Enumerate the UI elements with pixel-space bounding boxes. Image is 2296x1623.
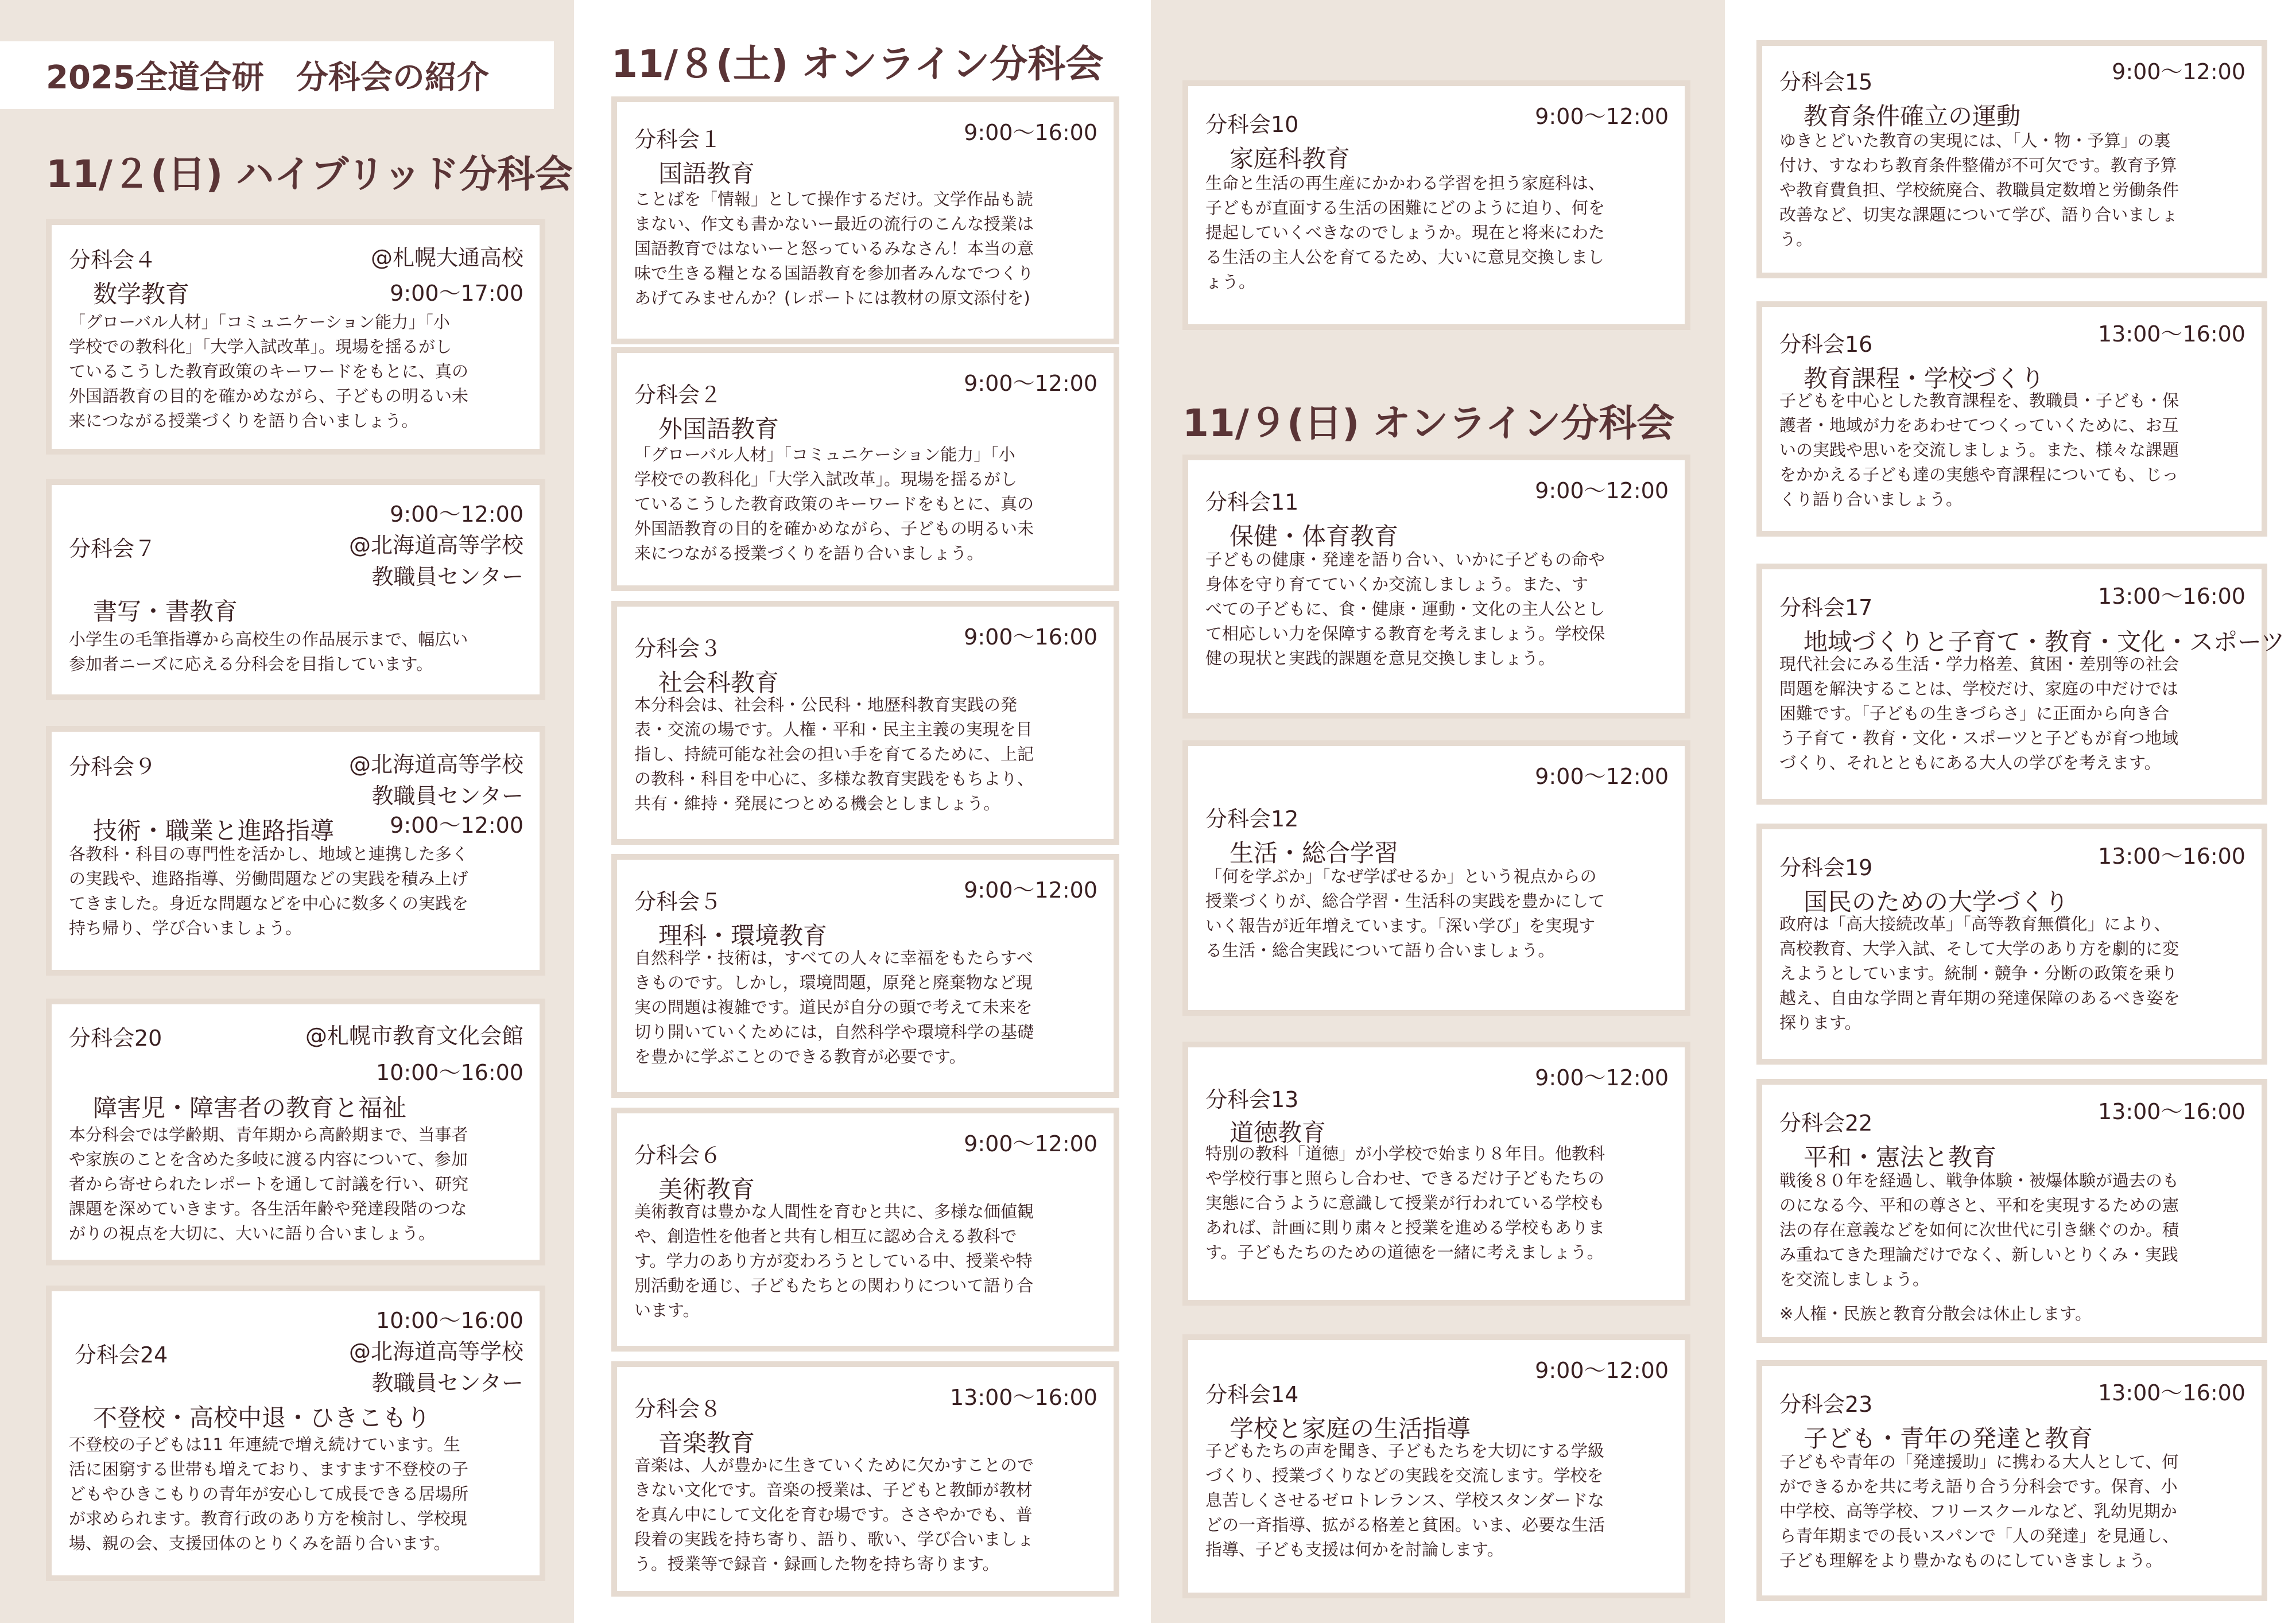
session-time: 9:00〜12:00 xyxy=(964,877,1097,903)
session-time: 13:00〜16:00 xyxy=(2097,1099,2245,1124)
session-card-15 xyxy=(1756,40,2267,278)
session-description: 音楽は、人が豊かに生きていくために欠かすことので きない文化です。音楽の授業は、子どもと教師が教材 を真ん中にして文化を育む場です。ささやかでも、普 段着の実践を持ち寄り、語り、歌い、学び合いましょ う。授業等で録音・録画した物を持ち寄ります。 xyxy=(634,1455,1034,1574)
session-name: 分科会22 xyxy=(1779,1111,1873,1136)
session-time: 13:00〜16:00 xyxy=(949,1385,1097,1410)
session-name: 分科会５ xyxy=(634,889,722,914)
session-description: 子どもを中心とした教育課程を、教職員・子ども・保 護者・地域が力をあわせてつくっていくために、お互 いの実践や思いを交流しましょう。また、様々な課題 をかかえる子ども達の実態や育課程についても、じっ くり語り合いましょう。 xyxy=(1779,391,2179,509)
session-description: 小学生の毛筆指導から高校生の作品展示まで、幅広い 参加者ニーズに応える分科会を目指しています。 xyxy=(69,630,468,674)
session-name: 分科会４ xyxy=(69,247,157,273)
session-topic: 不登校・高校中退・ひきこもり xyxy=(93,1404,431,1432)
session-time: 13:00〜16:00 xyxy=(2097,844,2245,869)
session-time: 9:00〜12:00 xyxy=(1535,764,1669,789)
session-topic: 音楽教育 xyxy=(658,1429,755,1457)
session-time: 9:00〜12:00 xyxy=(1535,1065,1669,1090)
session-time: 9:00〜12:00 xyxy=(1535,1358,1669,1383)
session-topic: 障害児・障害者の教育と福祉 xyxy=(93,1094,407,1122)
session-time: 9:00〜12:00 xyxy=(390,813,523,838)
session-card-2 xyxy=(611,347,1119,591)
session-time: 9:00〜12:00 xyxy=(964,371,1097,396)
session-venue: @札幌市教育文化会館 xyxy=(305,1023,523,1049)
section-heading-nov9: 11/９(日) オンライン分科会 xyxy=(1182,401,1675,445)
session-name: 分科会１ xyxy=(634,127,722,152)
session-topic: 数学教育 xyxy=(93,280,190,308)
session-venue: @北海道高等学校 教職員センター xyxy=(348,1339,523,1396)
session-card-5 xyxy=(611,854,1119,1098)
session-name: 分科会10 xyxy=(1205,112,1299,137)
session-card-10 xyxy=(1182,80,1690,330)
session-topic: 道徳教育 xyxy=(1230,1119,1327,1147)
session-venue: @北海道高等学校 教職員センター xyxy=(348,533,523,590)
session-time: 9:00〜12:00 xyxy=(1535,104,1669,129)
session-description: 各教科・科目の専門性を活かし、地域と連携した多く の実践や、進路指導、労働問題などの実践を積み上げ てきました。身近な問題などを中心に数多くの実践を 持ち帰り、学び合いましょう。 xyxy=(69,844,469,938)
page-title-box xyxy=(0,41,554,109)
session-topic: 教育課程・学校づくり xyxy=(1804,364,2045,393)
session-topic: 国語教育 xyxy=(658,160,755,188)
session-topic: 学校と家庭の生活指導 xyxy=(1230,1415,1471,1443)
session-description: 特別の教科「道徳」が小学校で始まり８年目。他教科 や学校行事と照らし合わせ、できるだけ子どもたちの 実態に合うように意識して授業が行われている学校も あれば、計画に則り粛々と授業を進める学校もありま す。子どもたちのための道徳を一緒に考えましょう。 xyxy=(1205,1144,1605,1262)
session-topic: 生活・総合学習 xyxy=(1230,839,1399,867)
session-topic: 平和・憲法と教育 xyxy=(1804,1143,1997,1171)
session-topic: 国民のための大学づくり xyxy=(1804,888,2069,916)
session-card-8 xyxy=(611,1361,1119,1597)
session-time: 9:00〜12:00 xyxy=(390,502,523,527)
session-time: 9:00〜12:00 xyxy=(1535,478,1669,503)
session-topic: 美術教育 xyxy=(658,1175,755,1203)
session-card-9 xyxy=(46,726,545,976)
session-description: 本分科会は、社会科・公民科・地歴科教育実践の発 表・交流の場です。人権・平和・民主主義の実現を目 指し、持続可能な社会の担い手を育てるために、上記 の教科・科目を中心に、多様な教育実践をもちより、 共有・維持・発展につとめる機会としましょう。 xyxy=(634,695,1034,813)
session-card-24 xyxy=(46,1286,545,1581)
session-name: 分科会16 xyxy=(1779,332,1873,357)
session-topic: 技術・職業と進路指導 xyxy=(93,817,335,845)
session-name: 分科会23 xyxy=(1779,1392,1873,1417)
session-name: 分科会２ xyxy=(634,382,722,407)
session-description: 政府は「高大接続改革」「高等教育無償化」により、 高校教育、大学入試、そして大学のあり方を劇的に変 えようとしています。統制・競争・分断の政策を乗り 越え、自由な学問と青年期の発達保障のあるべき姿を 探ります。 xyxy=(1779,914,2180,1032)
session-card-13 xyxy=(1182,1042,1690,1306)
session-description: 本分科会では学齢期、青年期から高齢期まで、当事者 や家族のことを含めた多岐に渡る内容について、参加 者から寄せられたレポートを通して討議を行い、研究 課題を深めていきます。各生活年齢や発達段階のつな がりの視点を大切に、大いに語り合いましょう。 xyxy=(69,1125,469,1243)
session-card-7 xyxy=(46,479,545,700)
session-name: 分科会７ xyxy=(69,536,157,561)
session-description: 生命と生活の再生産にかかわる学習を担う家庭科は、 子どもが直面する生活の困難にどのように迫り、何を 提起していくべきなのでしょうか。現在と将来にわた る生活の主人公を育てるため、大いに意見交換しまし ょう。 xyxy=(1205,173,1605,292)
session-description: ことばを「情報」として操作するだけ。文学作品も読 まない、作文も書かないー最近の流行のこんな授業は 国語教育ではないーと怒っているみなさん！本当の意 味で生きる糧となる国語教育を参加者みんなでつくり あげてみませんか？(レポートには教材の原文添付を) xyxy=(634,189,1034,308)
page-title: 2025全道合研 分科会の紹介 xyxy=(46,59,489,96)
session-card-23 xyxy=(1756,1360,2267,1601)
session-time: 10:00〜16:00 xyxy=(375,1060,523,1085)
session-card-14 xyxy=(1182,1334,1690,1598)
session-topic: 地域づくりと子育て・教育・文化・スポーツ xyxy=(1804,628,2285,656)
session-name: 分科会19 xyxy=(1779,855,1873,880)
session-card-12 xyxy=(1182,740,1690,1016)
session-card-22 xyxy=(1756,1079,2267,1343)
session-name: 分科会６ xyxy=(634,1143,722,1168)
session-card-6 xyxy=(611,1108,1119,1352)
session-name: 分科会11 xyxy=(1205,490,1299,515)
session-topic: 書写・書教育 xyxy=(93,597,238,626)
session-description: 戦後８０年を経過し、戦争体験・被爆体験が過去のも のになる今、平和の尊さと、平和を実現するための憲 法の存在意義などを如何に次世代に引き継ぐのか。積 み重ねてきた理論だけでなく、新しいとりくみ・実践 を交流しましょう。 xyxy=(1779,1171,2179,1289)
session-topic: 教育条件確立の運動 xyxy=(1804,102,2021,130)
session-note: ※人権・民族と教育分散会は休止します。 xyxy=(1779,1304,2092,1323)
session-time: 13:00〜16:00 xyxy=(2097,321,2245,347)
session-description: 「グローバル人材」「コミュニケーション能力」「小 学校での教科化」「大学入試改革」。現場を揺るがし ているこうした教育政策のキーワードをもとに、真の 外国語教育の目的を確かめながら、子どもの明るい未 来につながる授業づくりを語り合いましょう。 xyxy=(634,445,1034,563)
session-name: 分科会８ xyxy=(634,1396,722,1422)
section-heading-nov2: 11/２(日) ハイブリッド分科会 xyxy=(46,152,573,196)
session-name: 分科会17 xyxy=(1779,595,1873,620)
session-description: 子どもの健康・発達を語り合い、いかに子どもの命や 身体を守り育てていくか交流しましょう。また、す べての子どもに、食・健康・運動・文化の主人公とし て相応しい力を保障する教育を考えましょう。学校保 健の現状と実践的課題を意見交換しましょう。 xyxy=(1205,550,1605,668)
session-name: 分科会３ xyxy=(634,636,722,661)
session-description: 「グローバル人材」「コミュニケーション能力」「小 学校での教科化」「大学入試改革」。現場を揺るがし ているこうした教育政策のキーワードをもとに、真の 外国語教育の目的を確かめながら、子どもの明るい未 来につながる授業づくりを語り合いましょう。 xyxy=(69,312,469,430)
session-time: 10:00〜16:00 xyxy=(375,1308,523,1333)
session-venue: @札幌大通高校 xyxy=(370,245,523,270)
session-name: 分科会24 xyxy=(75,1342,168,1368)
session-topic: 子ども・青年の発達と教育 xyxy=(1804,1424,2093,1453)
session-name: 分科会15 xyxy=(1779,69,1873,95)
session-time: 13:00〜16:00 xyxy=(2097,1380,2245,1405)
session-card-4 xyxy=(46,219,545,455)
session-topic: 外国語教育 xyxy=(658,415,779,443)
session-time: 9:00〜16:00 xyxy=(964,120,1097,145)
session-name: 分科会９ xyxy=(69,754,157,779)
session-card-19 xyxy=(1756,824,2267,1065)
session-name: 分科会14 xyxy=(1205,1382,1299,1407)
session-description: 子どもたちの声を聞き、子どもたちを大切にする学級 づくり、授業づくりなどの実践を交流します。学校を 息苦しくさせるゼロトレランス、学校スタンダードな どの一斉指導、拡がる格差と貧困。いま、必要な生活 指導、子ども支援は何かを討論します。 xyxy=(1205,1441,1605,1559)
session-card-3 xyxy=(611,601,1119,845)
session-topic: 理科・環境教育 xyxy=(658,922,828,950)
session-time: 9:00〜17:00 xyxy=(390,281,523,306)
section-heading-nov8: 11/８(土) オンライン分科会 xyxy=(611,42,1104,86)
session-description: 子どもや青年の「発達援助」に携わる大人として、何 ができるかを共に考え語り合う分科会です。保育、小 中学校、高等学校、フリースクールなど、乳幼児期か ら青年期までの長いスパンで「人の発達」を見通し、 子ども理解をより豊かなものにしていきましょう。 xyxy=(1779,1452,2179,1570)
session-name: 分科会13 xyxy=(1205,1087,1299,1112)
session-topic: 社会科教育 xyxy=(658,669,779,697)
session-description: ゆきとどいた教育の実現には、「人・物・予算」の裏 付け、すなわち教育条件整備が不可欠です。教育予算 や教育費負担、学校統廃合、教職員定数増と労働条件 改善など、切実な課題について学び、語り合いましょ う。 xyxy=(1779,131,2179,249)
session-time: 13:00〜16:00 xyxy=(2097,584,2245,609)
session-description: 現代社会にみる生活・学力格差、貧困・差別等の社会 問題を解決することは、学校だけ、家庭の中だけでは 困難です。「子どもの生きづらさ」に正面から向き合 う子育て・教育・文化・スポーツと子どもが育つ地域 づくり、それとともにある大人の学びを考えます。 xyxy=(1779,654,2179,772)
session-description: 美術教育は豊かな人間性を育むと共に、多様な価値観 や、創造性を他者と共有し相互に認め合える教科で す。学力のあり方が変わろうとしている中、授業や特 別活動を通じ、子どもたちとの関わりについて語り合 います。 xyxy=(634,1202,1034,1320)
session-time: 9:00〜16:00 xyxy=(964,624,1097,650)
session-card-11 xyxy=(1182,455,1690,719)
session-card-16 xyxy=(1756,301,2267,537)
session-name: 分科会20 xyxy=(69,1026,162,1051)
session-venue: @北海道高等学校 教職員センター xyxy=(348,752,523,809)
session-description: 自然科学・技術は，すべての人々に幸福をもたらすべ きものです。しかし，環境問題，原発と廃棄物など現 実の問題は複雑です。道民が自分の頭で考えて未来を 切り開いていくためには，自然科学や環境科学の基礎 を豊かに学ぶことのできる教育が必要です。 xyxy=(634,948,1034,1066)
session-card-1 xyxy=(611,96,1119,344)
session-time: 9:00〜12:00 xyxy=(2112,59,2245,84)
session-description: 不登校の子どもは11 年連続で増え続けています。生 活に困窮する世帯も増えており、ますます不登校の子 どもやひきこもりの青年が安心して成長できる居場所 が求められます。教育行政のあり方を検討し、学校現 場、親の会、支援団体のとりくみを語り合います。 xyxy=(69,1435,469,1553)
session-topic: 保健・体育教育 xyxy=(1230,522,1399,550)
session-card-20 xyxy=(46,999,545,1265)
session-card-17 xyxy=(1756,564,2285,805)
session-name: 分科会12 xyxy=(1205,806,1299,832)
session-topic: 家庭科教育 xyxy=(1230,145,1351,173)
session-time: 9:00〜12:00 xyxy=(964,1131,1097,1156)
session-description: 「何を学ぶか」「なぜ学ばせるか」という視点からの 授業づくりが、総合学習・生活科の実践を豊かにして いく報告が近年増えています。「深い学び」を実現す る生活・総合実践について語り合いましょう。 xyxy=(1205,867,1605,960)
